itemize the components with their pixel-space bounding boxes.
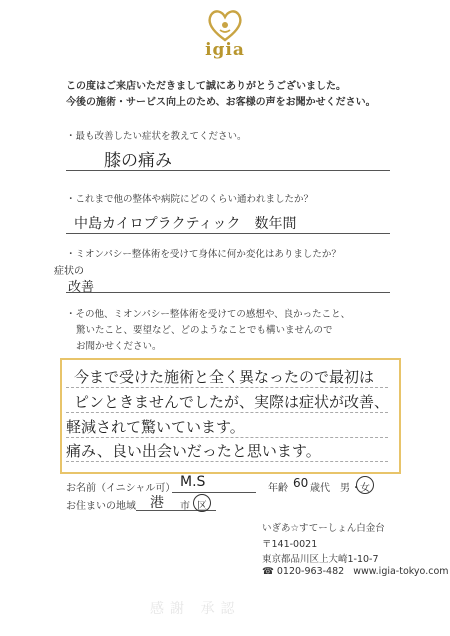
comment-line-1: 今まで受けた施術と全く異なったので最初は xyxy=(74,368,375,386)
question-1-answer: 膝の痛み xyxy=(104,151,172,171)
brand-name: igia xyxy=(205,40,245,60)
street-address: 東京都品川区上大崎1-10-7 xyxy=(262,554,379,565)
comment-line-3: 軽減されて驚いています。 xyxy=(66,418,245,436)
comment-rule-1 xyxy=(66,387,388,388)
ward-circle xyxy=(193,494,211,512)
comment-line-2: ピンときませんでしたが、実際は症状が改善、 xyxy=(74,393,390,411)
age-label: 年齢 xyxy=(268,483,288,494)
name-rule xyxy=(172,492,256,493)
brand-logo xyxy=(0,8,450,60)
age-suffix: 歳代 xyxy=(310,483,330,494)
question-3-label: ・ミオンパシー整体術を受けて身体に何か変化はありましたか？ xyxy=(66,249,341,260)
question-1-rule xyxy=(66,170,390,171)
question-4-label: ・その他、ミオンパシー整体術を受けての感想や、良かったこと、 xyxy=(66,309,351,320)
question-3-rule xyxy=(66,292,390,293)
question-3-answer-line-2: 改善 xyxy=(68,280,95,295)
intro-line-1: この度はご来店いただきまして誠にありがとうございました。 xyxy=(66,81,346,92)
name-label: お名前（イニシャル可） xyxy=(66,483,176,494)
shop-name: いぎあ☆すてーしょん白金台 xyxy=(262,523,385,534)
intro-text xyxy=(66,79,376,111)
intro-line-2: 今後の施術・サービス向上のため、お客様の声をお聞かせください。 xyxy=(66,97,376,108)
ward-label: 区 xyxy=(197,501,207,512)
phone-number: 0120-963-482 xyxy=(276,566,345,577)
area-value: 港 xyxy=(150,495,164,511)
question-2-rule xyxy=(66,233,390,234)
gender-male: 男 xyxy=(340,483,350,494)
website-url[interactable]: www.igia-tokyo.com xyxy=(353,566,449,577)
question-3-answer-line-1: 症状の xyxy=(54,266,84,277)
phone-icon: ☎ xyxy=(262,566,274,577)
question-4-label-3: お聞かせください。 xyxy=(76,341,162,352)
contact-line xyxy=(262,566,449,577)
area-label: お住まいの地域 xyxy=(66,501,136,512)
gender-female-circle xyxy=(356,476,374,494)
watermark-stamp: 感謝 承認 xyxy=(150,601,241,617)
comment-line-4: 痛み、良い出会いだったと思います。 xyxy=(66,442,321,460)
name-value: M.S xyxy=(180,474,206,490)
heart-logo-icon xyxy=(205,8,245,42)
question-2-answer: 中島カイロプラクティック 数年間 xyxy=(74,216,297,232)
comment-rule-4 xyxy=(66,461,388,462)
gender-female: 女 xyxy=(360,483,370,494)
question-4-label-2: 驚いたこと、要望など、どのようなことでも構いませんので xyxy=(76,325,333,336)
comment-rule-3 xyxy=(66,437,388,438)
gender-separator: ・ xyxy=(351,483,361,494)
age-value: 60 xyxy=(293,476,309,490)
comment-rule-2 xyxy=(66,412,388,413)
question-1-label: ・最も改善したい症状を教えてください。 xyxy=(66,131,247,142)
postal-code: 〒141-0021 xyxy=(262,539,318,550)
city-label: 市 xyxy=(180,501,190,512)
question-2-label: ・これまで他の整体や病院にどのくらい通われましたか？ xyxy=(66,194,314,205)
